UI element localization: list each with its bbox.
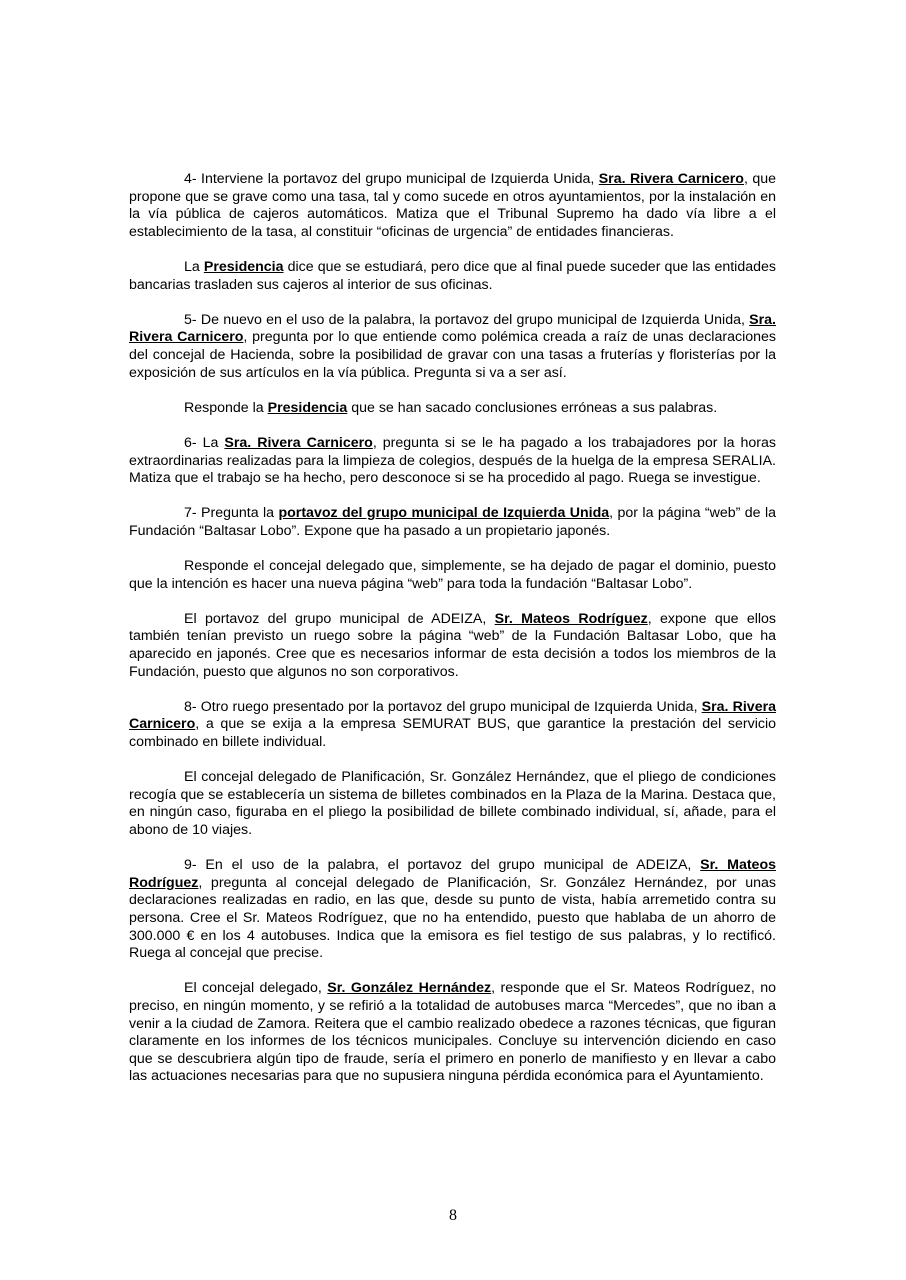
paragraph-10: El concejal delegado de Planificación, Sr. González Hernández, que el pliego de condiciones recogía que se establecería un sistema de billetes combinados en la Plaza de la Marina. Destaca que, en ningún caso, figuraba en el pliego la posibilidad de billete combinado individual, sí, añade, para el abono de 10 viajes. xyxy=(129,769,776,838)
paragraph-5: 6- La Sra. Rivera Carnicero, pregunta si se le ha pagado a los trabajadores por la horas extraordinarias realizadas para la limpieza de colegios, después de la huelga de la empresa SERALIA. Matiza que el trabajo se ha hecho, pero desconoce si se ha procedido al pago. Ruega se investigue. xyxy=(129,434,776,487)
speaker-name: Presidencia xyxy=(203,258,284,275)
body-text xyxy=(129,171,776,1103)
speaker-name: Sra. Rivera Carnicero xyxy=(598,171,744,187)
paragraph-6: 7- Pregunta la portavoz del grupo municipal de Izquierda Unida, por la página “web” de la Fundación “Baltasar Lobo”. Expone que ha pasado a un propietario japonés. xyxy=(129,505,776,539)
paragraph-8: El portavoz del grupo municipal de ADEIZA, Sr. Mateos Rodríguez, expone que ellos también tenían previsto un ruego sobre la página “web” de la Fundación Baltasar Lobo, que ha aparecido en japonés. Cree que es necesarios informar de esta decisión a todos los miembros de la Fundación, puesto que algunos no son corporativos. xyxy=(129,610,777,680)
speaker-name: Sr. González Hernández xyxy=(327,980,492,997)
speaker-name: portavoz del grupo municipal de Izquierda Unida xyxy=(278,505,610,522)
speaker-name: Sra. Rivera Carnicero xyxy=(129,311,776,346)
paragraph-9: 8- Otro ruego presentado por la portavoz del grupo municipal de Izquierda Unida, Sra. Rivera Carnicero, a que se exija a la empresa SEMURAT BUS, que garantice la prestación del servicio combinado en billete individual. xyxy=(129,698,776,750)
paragraph-12: El concejal delegado, Sr. González Hernández, responde que el Sr. Mateos Rodríguez, no preciso, en ningún momento, y se refirió a la totalidad de autobuses marca “Mercedes”, que no iban a venir a la ciudad de Zamora. Reitera que el cambio realizado obedece a razones técnicas, que figuran claramente en los informes de los técnicos municipales. Concluye su intervención diciendo en caso que se descubriera algún tipo de fraude, sería el primero en ponerlo de manifiesto y en llevar a cabo las actuaciones necesarias para que no supusiera ninguna pérdida económica para el Ayuntamiento. xyxy=(129,980,776,1085)
page-number: 8 xyxy=(449,1207,457,1224)
speaker-name: Sr. Mateos Rodríguez xyxy=(129,857,777,891)
speaker-name: Sra. Rivera Carnicero xyxy=(129,698,776,733)
paragraph-2: La Presidencia dice que se estudiará, pero dice que al final puede suceder que las entidades bancarias trasladen sus cajeros al interior de sus oficinas. xyxy=(129,258,776,293)
paragraph-7: Responde el concejal delegado que, simplemente, se ha dejado de pagar el dominio, puesto que la intención es hacer una nueva página “web” para toda la fundación “Baltasar Lobo”. xyxy=(129,558,776,592)
paragraph-4: Responde la Presidencia que se han sacado conclusiones erróneas a sus palabras. xyxy=(184,399,718,416)
speaker-name: Presidencia xyxy=(267,399,348,416)
paragraph-3: 5- De nuevo en el uso de la palabra, la portavoz del grupo municipal de Izquierda Unida, Sra. Rivera Carnicero, pregunta por lo que entiende como polémica creada a raíz de unas declaraciones del concejal de Hacienda, sobre la posibilidad de gravar con una tasas a fruterías y floristerías por la exposición de sus artículos en la vía pública. Pregunta si va a ser así. xyxy=(129,311,776,381)
paragraph-1: 4- Interviene la portavoz del grupo municipal de Izquierda Unida, Sra. Rivera Carnicero, que propone que se grave como una tasa, tal y como sucede en otros ayuntamientos, por la instalación en la vía pública de cajeros automáticos. Matiza que el Tribunal Supremo ha dado vía libre a el establecimiento de la tasa, al constituir “oficinas de urgencia” de entidades financieras. xyxy=(129,171,776,240)
paragraph-11: 9- En el uso de la palabra, el portavoz del grupo municipal de ADEIZA, Sr. Mateos Rodríguez, pregunta al concejal delegado de Planificación, Sr. González Hernández, por unas declaraciones realizadas en radio, en las que, desde su punto de vista, había arremetido contra su persona. Cree el Sr. Mateos Rodríguez, que no ha entendido, puesto que hablaba de un ahorro de 300.000 € en los 4 autobuses. Indica que la emisora es fiel testigo de sus palabras, y lo rectificó. Ruega al concejal que precise. xyxy=(129,857,777,962)
speaker-name: Sr. Mateos Rodríguez xyxy=(494,610,648,627)
speaker-name: Sra. Rivera Carnicero xyxy=(224,434,373,451)
